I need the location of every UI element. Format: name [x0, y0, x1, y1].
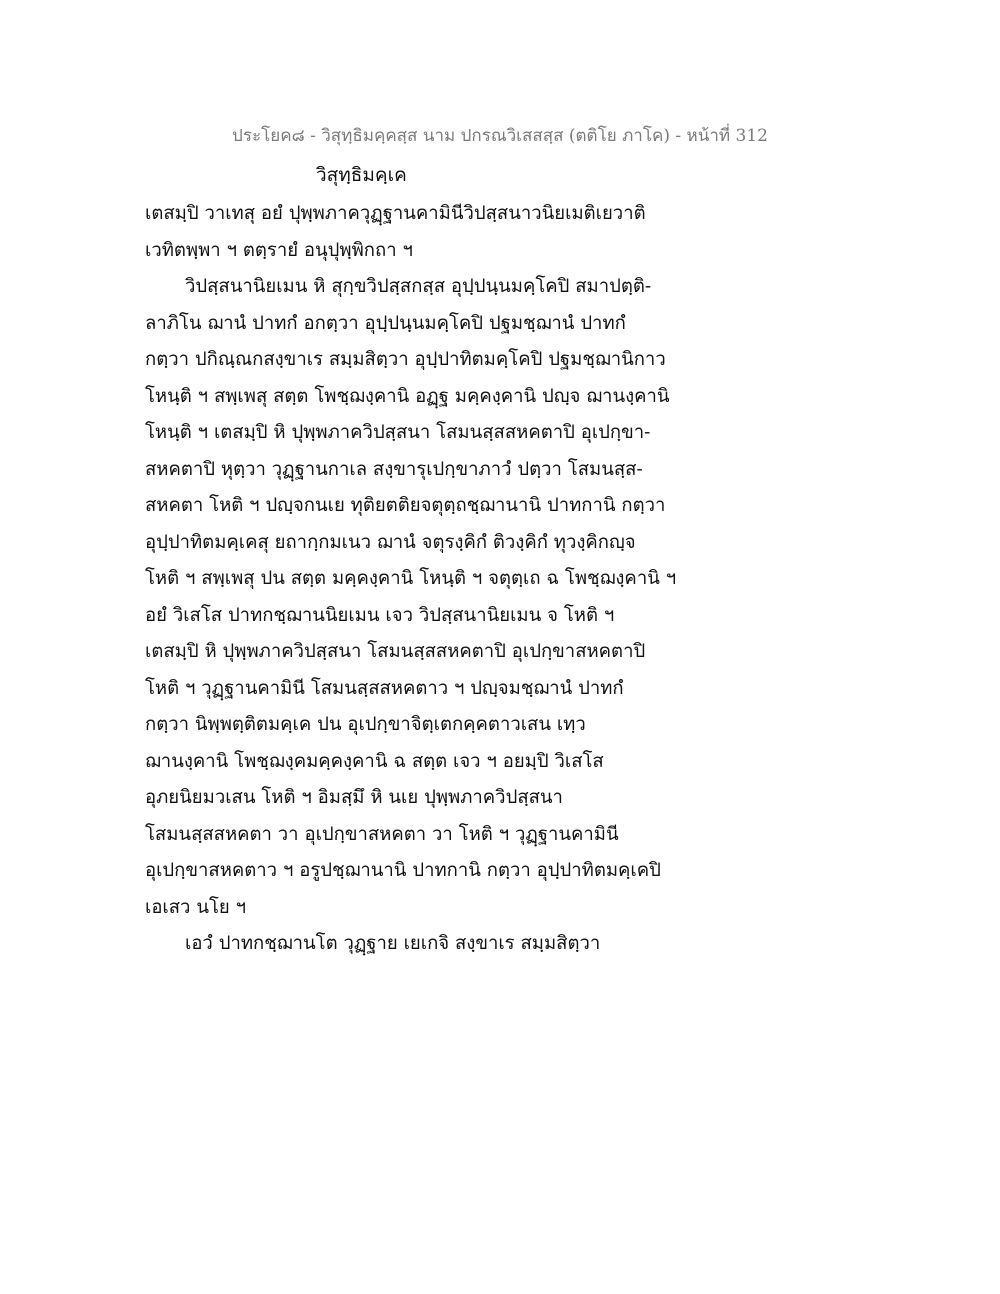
text-line: โหนฺติ ฯ เตสมฺปิ หิ ปุพฺพภาควิปสฺสนา โสมนสฺสสหคตาปิ อุเปกฺขา- [145, 422, 651, 443]
paragraph-2 [145, 269, 705, 926]
text-line: โหติ ฯ สพฺเพสุ ปน สตฺต มคฺคงฺคานิ โหนฺติ ฯ จตุตฺเถ ฉ โพชฺฌงฺคานิ ฯ [145, 568, 677, 589]
text-line: กตฺวา ปกิณฺณกสงฺขาเร สมฺมสิตฺวา อุปฺปาทิตมคฺโคปิ ปฐมชฺฌานิกาว [145, 349, 666, 370]
text-line: สหคตา โหติ ฯ ปญฺจกนเย ทุติยตติยจตุตฺถชฺฌานานิ ปาทกานิ กตฺวา [145, 495, 666, 516]
paragraph-3 [145, 926, 705, 963]
text-line: ลาภิโน ฌานํ ปาทกํ อกตฺวา อุปฺปนฺนมคฺโคปิ ปฐมชฺฌานํ ปาทกํ [145, 312, 626, 334]
text-line: เอวํ ปาทกชฺฌานโต วุฏฺฐาย เยเกจิ สงฺขาเร สมฺมสิตฺวา [185, 933, 601, 954]
text-line: อุภยนิยมวเสน โหติ ฯ อิมสฺมึ หิ นเย ปุพฺพภาควิปสฺสนา [145, 787, 563, 808]
text-line: กตฺวา นิพฺพตฺติตมคฺเค ปน อุเปกฺขาจิตฺเตกคฺคตาวเสน เทฺว [145, 714, 586, 735]
text-line: เตสมฺปิ หิ ปุพฺพภาควิปสฺสนา โสมนสฺสสหคตาปิ อุเปกฺขาสหคตาปิ [145, 641, 646, 662]
text-line: อุเปกฺขาสหคตาว ฯ อรูปชฺฌานานิ ปาทกานิ กตฺวา อุปฺปาทิตมคฺเคปิ [145, 860, 661, 881]
text-line: โหนฺติ ฯ สพฺเพสุ สตฺต โพชฺฌงฺคานิ อฏฺฐ มคฺคงฺคานิ ปญฺจ ฌานงฺคานิ [145, 385, 670, 407]
text-line: สหคตาปิ หุตฺวา วุฏฺฐานกาเล สงฺขารุเปกฺขาภาวํ ปตฺวา โสมนสฺส- [145, 458, 643, 480]
text-line: ฌานงฺคานิ โพชฺฌงฺคมคฺคงฺคานิ ฉ สตฺต เจว ฯ อยมฺปิ วิเสโส [145, 750, 604, 772]
section-title: วิสุทฺธิมคฺเค [316, 164, 407, 186]
text-line: โหติ ฯ วุฏฺฐานคามินี โสมนสฺสสหคตาว ฯ ปญฺจมชฺฌานํ ปาทกํ [145, 677, 624, 699]
text-line: วิปสฺสนานิยเมน หิ สุกฺขวิปสฺสกสฺส อุปฺปนฺนมคฺโคปิ สมาปตฺติ- [185, 276, 652, 297]
text-line: อุปฺปาทิตมคฺเคสุ ยถากฺกมเนว ฌานํ จตุรงฺคิกํ ติวงฺคิกํ ทุวงฺคิกญฺจ [145, 531, 636, 553]
text-line: เตสมฺปิ วาเทสุ อยํ ปุพฺพภาควุฏฺฐานคามินีวิปสฺสนาวนิยเมติเยวาติ [145, 203, 646, 224]
text-line: เอเสว นโย ฯ [145, 896, 247, 918]
text-line: เวทิตพฺพา ฯ ตตฺรายํ อนุปุพฺพิกถา ฯ [145, 239, 413, 261]
body-text [145, 196, 705, 963]
text-line: อยํ วิเสโส ปาทกชฺฌานนิยเมน เจว วิปสฺสนานิยเมน จ โหติ ฯ [145, 604, 615, 626]
paragraph-1 [145, 196, 705, 269]
running-header: ประโยค๘ - วิสุทฺธิมคฺคสฺส นาม ปกรณวิเสสสฺส (ตติโย ภาโค) - หน้าที่ 312 [232, 126, 768, 146]
text-line: โสมนสฺสสหคตา วา อุเปกฺขาสหคตา วา โหติ ฯ วุฏฺฐานคามินี [145, 823, 619, 845]
